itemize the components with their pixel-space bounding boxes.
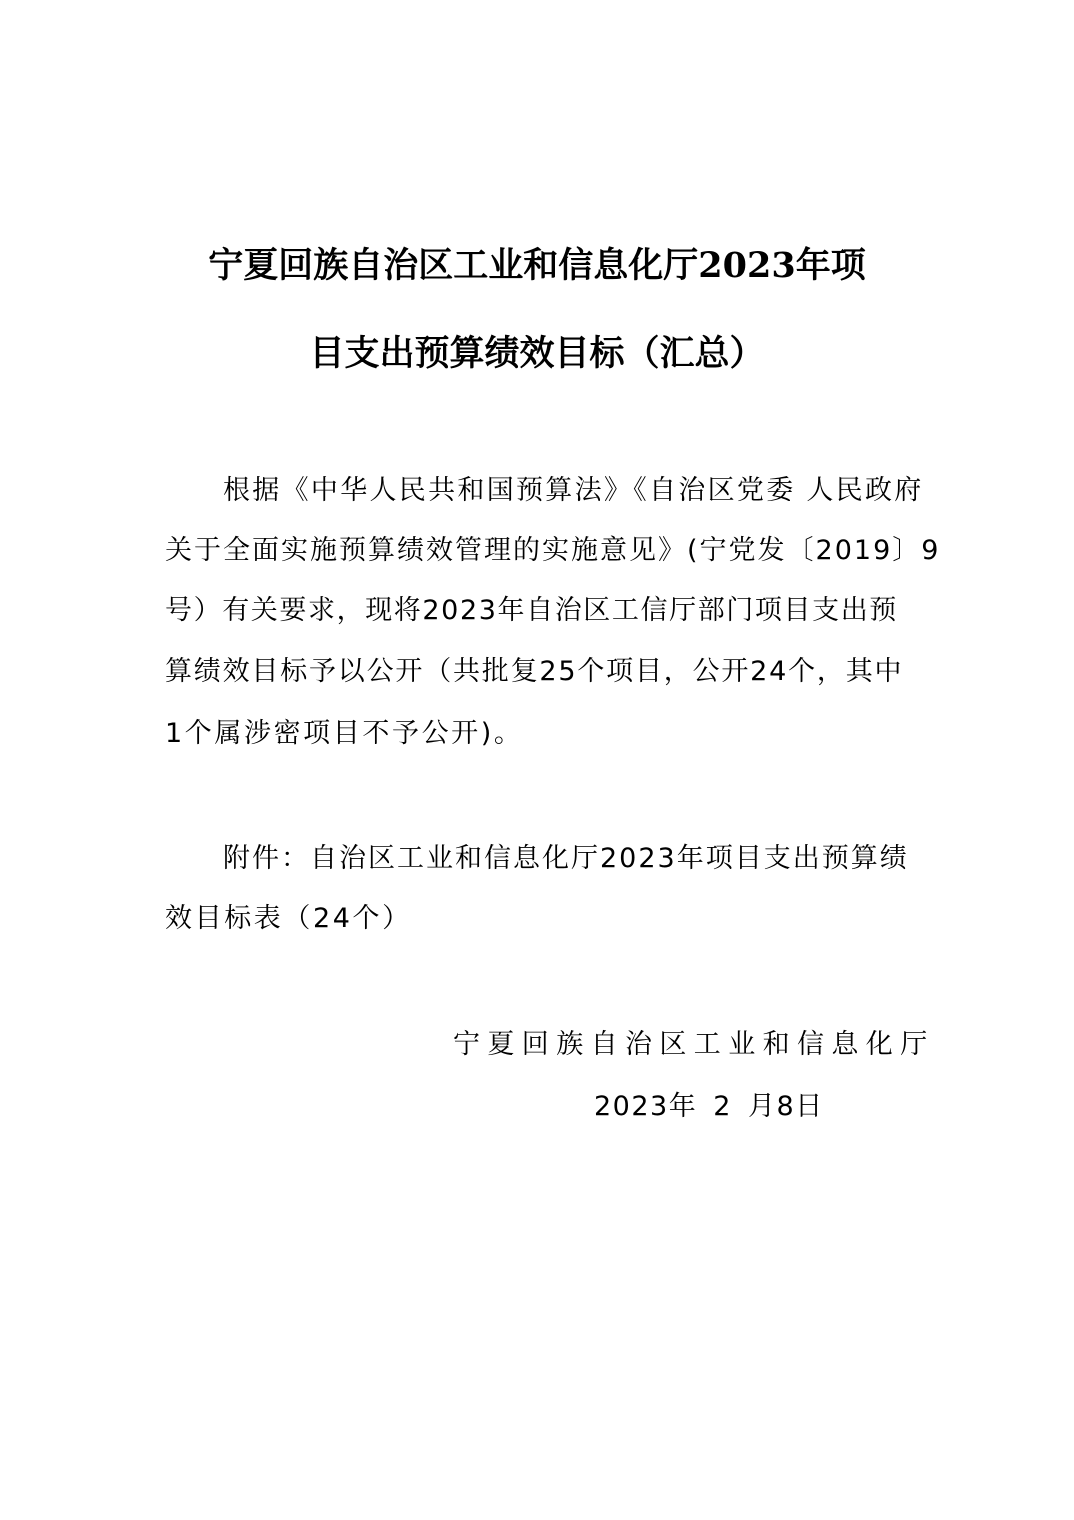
intro-paragraph-line: 根据《中华人民共和国预算法》《自治区党委 人民政府	[223, 475, 924, 506]
intro-paragraph-line: 算绩效目标予以公开（共批复25个项目，公开24个，其中	[165, 656, 904, 687]
document-title-line-2: 目支出预算绩效目标（汇总）	[309, 333, 765, 374]
intro-paragraph-line: 1个属涉密项目不予公开)。	[165, 718, 524, 749]
intro-paragraph-line: 关于全面实施预算绩效管理的实施意见》(宁党发〔2019〕9	[165, 535, 941, 566]
signature-organization: 宁夏回族自治区工业和信息化厅	[453, 1029, 935, 1060]
attachment-note-line: 效目标表（24个）	[165, 903, 412, 934]
attachment-note-line: 附件：自治区工业和信息化厅2023年项目支出预算绩	[223, 843, 909, 874]
document-title-line-1: 宁夏回族自治区工业和信息化厅2023年项	[208, 245, 866, 286]
intro-paragraph-line: 号）有关要求，现将2023年自治区工信厅部门项目支出预	[165, 595, 898, 626]
signature-date: 2023年 2 月8日	[594, 1091, 824, 1122]
